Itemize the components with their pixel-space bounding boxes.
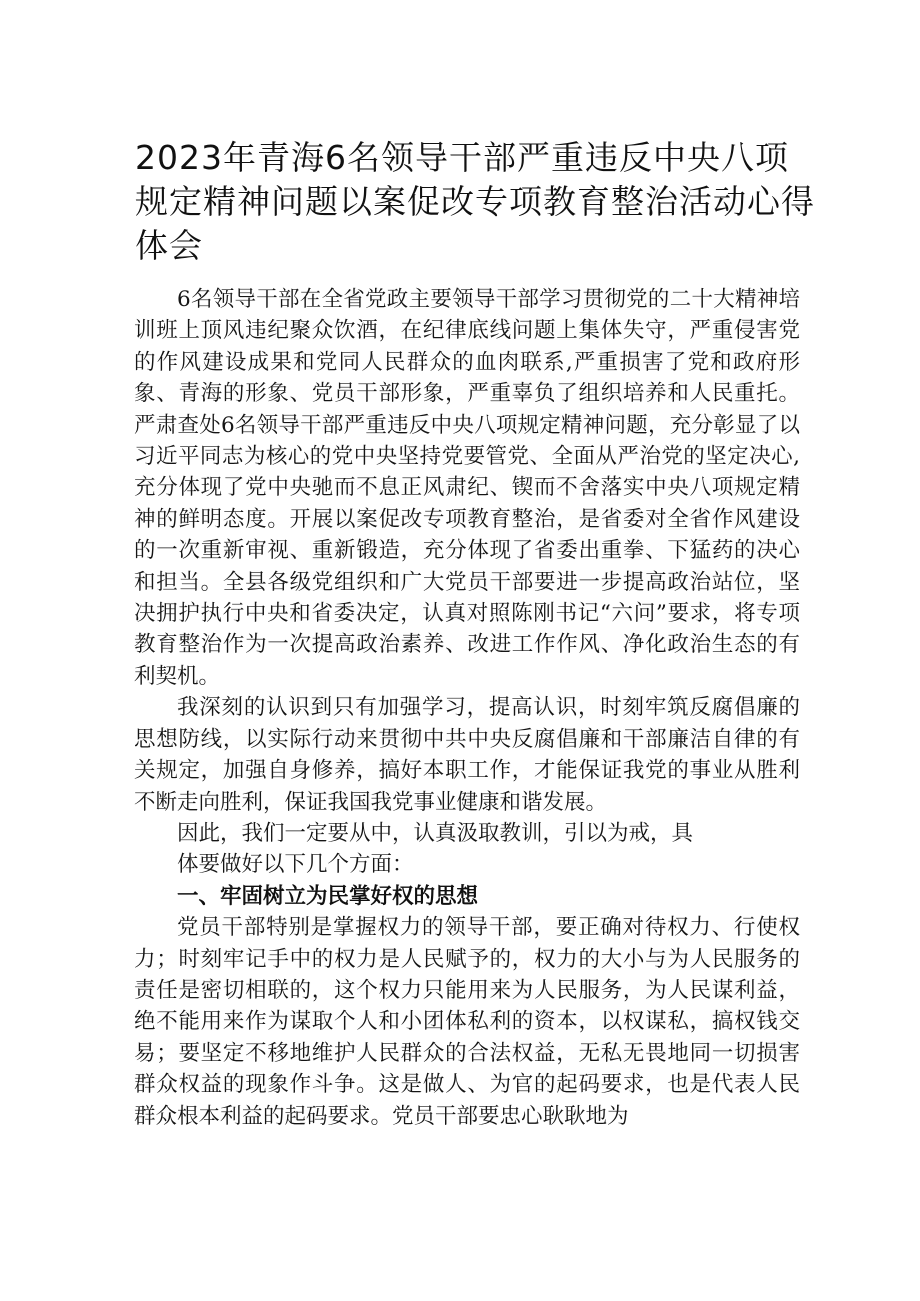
paragraph-section-1: 党员干部特别是掌握权力的领导干部，要正确对待权力、行使权力；时刻牢记手中的权力是人民赋予的，权力的大小与为人民服务的责任是密切相联的，这个权力只能用来为人民服务，为人民谋利益，绝不能用来作为谋取个人和小团体私利的资本，以权谋私，搞权钱交易；要坚定不移地维护人民群众的合法权益，无私无畏地同一切损害群众权益的现象作斗争。这是做人、为官的起码要求，也是代表人民群众根本利益的起码要求。党员干部要忠心耿耿地为 xyxy=(134,915,800,1129)
paragraph-continuation: 体要做好以下几个方面： xyxy=(177,852,414,878)
document-body xyxy=(134,284,800,1132)
paragraph-reflection: 我深刻的认识到只有加强学习，提高认识，时刻牢筑反腐倡廉的思想防线，以实际行动来贯彻中共中央反腐倡廉和干部廉洁自律的有关规定，加强自身修养，搞好本职工作，才能保证我党的事业从胜利不断走向胜利，保证我国我党事业健康和谐发展。 xyxy=(134,695,800,815)
document-title: 2023年青海6名领导干部严重违反中央八项规定精神问题以案促改专项教育整治活动心得体会 xyxy=(135,138,815,265)
section-heading-1: 一、牢固树立为民掌好权的思想 xyxy=(177,883,479,909)
paragraph-intro: 6名领导干部在全省党政主要领导干部学习贯彻党的二十大精神培训班上顶风违纪聚众饮酒，在纪律底线问题上集体失守，严重侵害党的作风建设成果和党同人民群众的血肉联系,严重损害了党和政府形象、青海的形象、党员干部形象，严重辜负了组织培养和人民重托。严肃查处6名领导干部严重违反中央八项规定精神问题，充分彰显了以习近平同志为核心的党中央坚持党要管党、全面从严治党的坚定决心,充分体现了党中央驰而不息正风肃纪、锲而不舍落实中央八项规定精神的鲜明态度。开展以案促改专项教育整治，是省委对全省作风建设的一次重新审视、重新锻造，充分体现了省委出重拳、下猛药的决心和担当。全县各级党组织和广大党员干部要进一步提高政治站位，坚决拥护执行中央和省委决定，认真对照陈刚书记“六问”要求，将专项教育整治作为一次提高政治素养、改进工作作风、净化政治生态的有利契机。 xyxy=(134,287,800,689)
paragraph-therefore: 因此，我们一定要从中，认真汲取教训，引以为戒，具 xyxy=(177,820,694,846)
